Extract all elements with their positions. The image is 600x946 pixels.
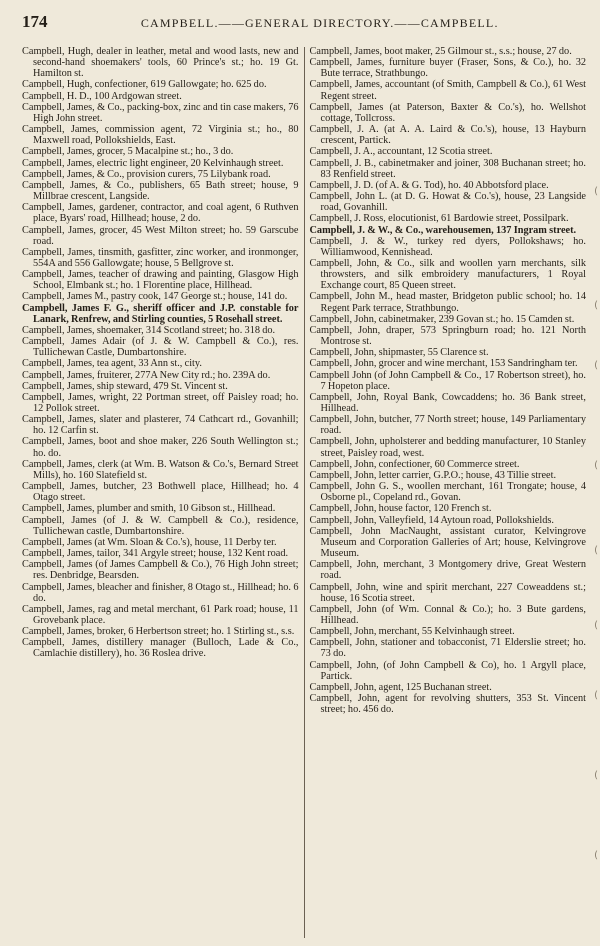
directory-entry: Campbell, James, distillery manager (Bulloch, Lade & Co., Camlachie distillery), ho. 36 Roslea drive.	[22, 637, 299, 660]
directory-entry: Campbell, John (of Wm. Connal & Co.); ho. 3 Bute gardens, Hillhead.	[309, 603, 586, 626]
page-number: 174	[22, 12, 48, 31]
right-column	[305, 46, 587, 938]
directory-entry: Campbell, John, agent for revolving shutters, 353 St. Vincent street; ho. 456 do.	[309, 693, 586, 716]
directory-entry: Campbell, James, & Co., publishers, 65 Bath street; house, 9 Millbrae crescent, Langside.	[22, 179, 299, 203]
margin-bracket-icon: (	[594, 690, 598, 701]
directory-entry: Campbell, James (of James Campbell & Co.), 76 High John street; res. Denbridge, Bearsden.	[22, 559, 299, 582]
directory-entry: Campbell, Hugh, dealer in leather, metal and wood lasts, new and second-hand shoemakers' tools, 60 Prince's st.; ho. 19 Gt. Hamilton st.	[22, 46, 299, 80]
directory-entry: Campbell, James Adair (of J. & W. Campbell & Co.), res. Tullichewan Castle, Dumbartonshire.	[22, 336, 299, 359]
directory-entry: Campbell, James, plumber and smith, 10 Gibson st., Hillhead.	[22, 503, 276, 515]
directory-entry: Campbell, John L. (at D. G. Howat & Co.'s), house, 23 Langside road, Govanhill.	[309, 191, 586, 214]
margin-bracket-icon: (	[594, 460, 598, 471]
directory-entry: Campbell, James, & Co., packing-box, zinc and tin case makers, 76 High John street.	[22, 101, 299, 124]
directory-entry: Campbell, J. A. (at A. A. Laird & Co.'s), house, 13 Hayburn crescent, Partick.	[309, 124, 586, 147]
directory-entry: Campbell, H. D., 100 Ardgowan street.	[22, 90, 182, 102]
margin-bracket-icon: (	[594, 186, 598, 197]
directory-entry: Campbell, J. & W., turkey red dyers, Pollokshaws; ho. Williamwood, Kennishead.	[309, 235, 586, 258]
directory-entry: Campbell, James, teacher of drawing and painting, Glasgow High School, Elmbank st.; ho. 1 Florentine place, Hillhead.	[22, 269, 299, 292]
directory-entry: Campbell, Hugh, confectioner, 619 Gallowgate; ho. 625 do.	[22, 79, 267, 91]
directory-entry: Campbell, James, gardener, contractor, and coal agent, 6 Ruthven place, Byars' road, Hillhead; house, 2 do.	[22, 202, 299, 225]
margin-bracket-icon: (	[594, 360, 598, 371]
directory-entry: Campbell, John, agent, 125 Buchanan street.	[309, 681, 492, 693]
directory-entry: Campbell, James, boot maker, 25 Gilmour st., s.s.; house, 27 do.	[309, 46, 572, 57]
directory-entry: Campbell, James F. G., sheriff officer and J.P. constable for Lanark, Renfrew, and Stirling counties, 5 Rosehall street.	[22, 302, 299, 325]
directory-entry: Campbell, James, broker, 6 Herbertson street; ho. 1 Stirling st., s.s.	[22, 626, 295, 638]
directory-entry: Campbell, J. D. (of A. & G. Tod), ho. 40 Abbotsford place.	[309, 179, 549, 191]
directory-entry: Campbell John (of John Campbell & Co., 17 Robertson street), ho. 7 Hopeton place.	[309, 369, 586, 392]
directory-entry: Campbell, John, shipmaster, 55 Clarence st.	[309, 347, 489, 359]
directory-entry: Campbell, James (of J. & W. Campbell & Co.), residence, Tullichewan castle, Dumbartonshire.	[22, 514, 299, 537]
directory-entry: Campbell, James, wright, 22 Portman street, off Paisley road; ho. 12 Pollok street.	[22, 391, 299, 414]
directory-entry: Campbell, James, commission agent, 72 Virginia st.; ho., 80 Maxwell road, Pollokshields, East.	[22, 124, 299, 147]
margin-bracket-icon: (	[594, 545, 598, 556]
directory-entry: Campbell, John, & Co., silk and woollen yarn merchants, silk throwsters, and silk embroidery manufacturers, 1 Royal Exchange court, 85 Queen street.	[309, 257, 586, 292]
directory-entry: Campbell, James, ship steward, 479 St. Vincent st.	[22, 380, 228, 392]
directory-entry: Campbell, John, letter carrier, G.P.O.; house, 43 Tillie street.	[309, 469, 557, 481]
directory-entry: Campbell, John MacNaught, assistant curator, Kelvingrove Museum and Corporation Galleries of Art; house, Kelvingrove Museum.	[309, 525, 586, 560]
directory-entry: Campbell, John, merchant, 3 Montgomery drive, Great Western road.	[309, 559, 586, 582]
directory-entry: Campbell, James, tinsmith, gasfitter, zinc worker, and ironmonger, 554A and 556 Gallowgate; house, 5 Bellgrove st.	[22, 246, 299, 269]
directory-entry: Campbell, John, grocer and wine merchant, 153 Sandringham ter.	[309, 358, 578, 370]
directory-entry: Campbell, James, shoemaker, 314 Scotland street; ho. 318 do.	[22, 324, 276, 336]
directory-entry: Campbell, James, grocer, 45 West Milton street; ho. 59 Garscube road.	[22, 224, 299, 247]
directory-entry: Campbell, James, grocer, 5 Macalpine st.; ho., 3 do.	[22, 146, 234, 158]
directory-entry: Campbell, John, stationer and tobacconist, 71 Elderslie street; ho. 73 do.	[309, 637, 586, 660]
directory-entry: Campbell, John, confectioner, 60 Commerce street.	[309, 458, 520, 470]
directory-entry: Campbell, James, rag and metal merchant, 61 Park road; house, 11 Grovebank place.	[22, 603, 299, 626]
running-head: CAMPBELL.——GENERAL DIRECTORY.——CAMPBELL.	[140, 16, 499, 30]
directory-entry: Campbell, John, (of John Campbell & Co), ho. 1 Argyll place, Partick.	[309, 659, 586, 682]
margin-bracket-icon: (	[594, 620, 598, 631]
directory-entry: Campbell, James, boot and shoe maker, 226 South Wellington st.; ho. do.	[22, 436, 299, 459]
directory-entry: Campbell, J. A., accountant, 12 Scotia street.	[309, 146, 493, 158]
left-column	[22, 46, 304, 938]
directory-entry: Campbell, John, house factor, 120 French st.	[309, 503, 492, 515]
directory-entry: Campbell, James, bleacher and finisher, 8 Otago st., Hillhead; ho. 6 do.	[22, 581, 299, 604]
directory-entry: Campbell, John, merchant, 55 Kelvinhaugh street.	[309, 626, 515, 638]
directory-entry: Campbell, James (at Wm. Sloan & Co.'s), house, 11 Derby ter.	[22, 536, 277, 548]
directory-entry: Campbell, John G. S., woollen merchant, 161 Trongate; house, 4 Osborne pl., Copeland rd., Govan.	[309, 481, 586, 504]
directory-entry: Campbell, John, Valleyfield, 14 Aytoun road, Pollokshields.	[309, 514, 554, 526]
directory-entry: Campbell, John, wine and spirit merchant, 227 Coweaddens st.; house, 16 Scotia street.	[309, 581, 586, 604]
page-header	[22, 12, 584, 34]
directory-entry: Campbell, James, tailor, 341 Argyle street; house, 132 Kent road.	[22, 548, 289, 560]
margin-marks	[590, 0, 598, 946]
directory-entry: Campbell, John, draper, 573 Springburn road; ho. 121 North Montrose st.	[309, 324, 586, 348]
margin-bracket-icon: (	[594, 770, 598, 781]
directory-entry: Campbell, James, clerk (at Wm. B. Watson & Co.'s, Bernard Street Mills), ho. 160 Slatefield st.	[22, 458, 299, 481]
directory-entry: Campbell, James, slater and plasterer, 74 Cathcart rd., Govanhill; ho. 12 Carfin st.	[22, 414, 299, 437]
directory-entry: Campbell, James, butcher, 23 Bothwell place, Hillhead; ho. 4 Otago street.	[22, 481, 299, 504]
directory-entry: Campbell, James, fruiterer, 277A New City rd.; ho. 239A do.	[22, 369, 271, 381]
margin-bracket-icon: (	[594, 850, 598, 861]
directory-entry: Campbell, John, butcher, 77 North street; house, 149 Parliamentary road.	[309, 414, 586, 437]
directory-entry: Campbell, John, cabinetmaker, 239 Govan st.; ho. 15 Camden st.	[309, 313, 575, 325]
directory-entry: Campbell, James, electric light engineer, 20 Kelvinhaugh street.	[22, 157, 284, 169]
directory-columns	[22, 46, 586, 938]
directory-entry: Campbell, J. Ross, elocutionist, 61 Bardowie street, Possilpark.	[309, 213, 569, 225]
directory-entry: Campbell, John, upholsterer and bedding manufacturer, 10 Stanley street, Paisley road, west.	[309, 436, 586, 459]
directory-entry: Campbell, James, tea agent, 33 Ann st., city.	[22, 358, 202, 370]
margin-bracket-icon: (	[594, 300, 598, 311]
directory-entry: Campbell, James, accountant (of Smith, Campbell & Co.), 61 West Regent street.	[309, 79, 586, 102]
directory-entry: Campbell, J. B., cabinetmaker and joiner, 308 Buchanan street; ho. 83 Renfield street.	[309, 157, 586, 180]
directory-entry: Campbell, John M., head master, Bridgeton public school; ho. 14 Regent Park terrace, Strathbungo.	[309, 291, 586, 314]
directory-entry: Campbell, John, Royal Bank, Cowcaddens; ho. 36 Bank street, Hillhead.	[309, 391, 586, 414]
directory-entry: Campbell, James, & Co., provision curers, 75 Lilybank road.	[22, 168, 271, 180]
directory-entry: Campbell, James, furniture buyer (Fraser, Sons, & Co.), ho. 32 Bute terrace, Strathbungo.	[309, 57, 586, 80]
directory-entry: Campbell, James M., pastry cook, 147 George st.; house, 141 do.	[22, 291, 288, 303]
directory-entry: Campbell, James (at Paterson, Baxter & Co.'s), ho. Wellshot cottage, Tollcross.	[309, 101, 586, 124]
directory-entry: Campbell, J. & W., & Co., warehousemen, 137 Ingram street.	[309, 224, 577, 236]
